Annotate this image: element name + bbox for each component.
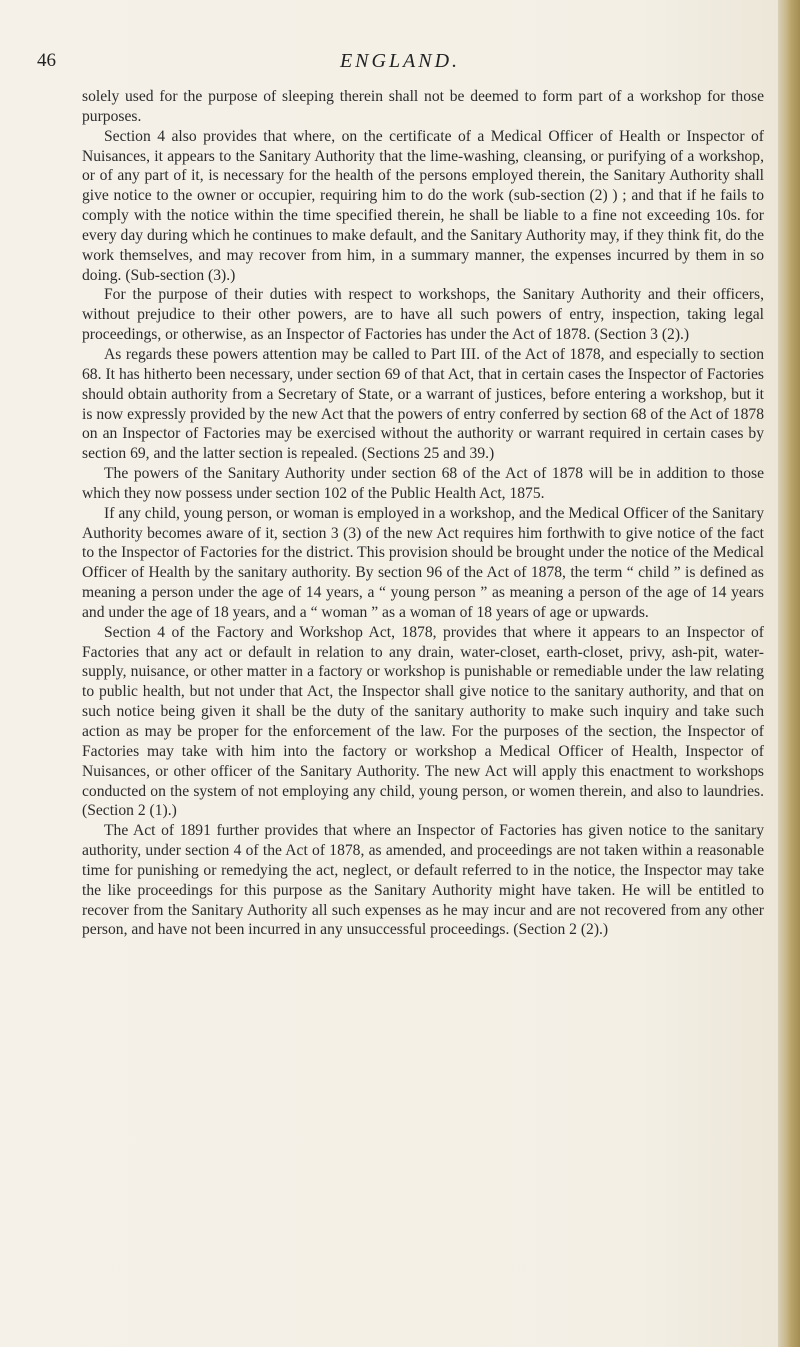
body-text — [82, 87, 764, 940]
page-header — [0, 50, 800, 80]
page-edge-shadow — [778, 0, 800, 1347]
paragraph-act-of-1891: The Act of 1891 further provides that where an Inspector of Factories has given notice to the sanitary authority, under section 4 of the Act of 1878, as amended, and proceedings are not taken within a reasonable time for punishing or remedying the act, neglect, or default referred to in the notice, the Inspector may take the like proceedings for this purpose as the Sanitary Authority might have taken. He will be entitled to recover from the Sanitary Authority all such expenses as he may incur and are not recovered from any other person, and have not been incurred in any unsuccessful proceedings. (Section 2 (2).) — [82, 822, 764, 939]
paragraph-continuation: solely used for the purpose of sleeping therein shall not be deemed to form part of a workshop for those purposes. — [82, 88, 764, 125]
paragraph-section-4-cleansing: Section 4 also provides that where, on the certificate of a Medical Officer of Health or Inspector of Nuisances, it appears to the Sanitary Authority that the lime-washing, cleansing, or purifying of a workshop, or of any part of it, is necessary for the health of the persons employed therein, the Sanitary Authority shall give notice to the owner or occupier, requiring him to do the work (sub-section (2) ) ; and that if he fails to comply with the notice within the time specified therein, he shall be liable to a fine not exceeding 10s. for every day during which he continues to make default, and the Sanitary Authority may, if they think fit, do the work themselves, and may recover from him, in a summary manner, the expenses incurred by them in so doing. (Sub-section (3).) — [82, 127, 764, 284]
paragraph-section-68: The powers of the Sanitary Authority under section 68 of the Act of 1878 will be in addition to those which they now possess under section 102 of the Public Health Act, 1875. — [82, 465, 764, 502]
paragraph-powers-of-entry: For the purpose of their duties with respect to workshops, the Sanitary Authority and their officers, without prejudice to their other powers, are to have all such powers of entry, inspection, taking legal proceedings, or otherwise, as an Inspector of Factories has under the Act of 1878. (Section 3 (2).) — [82, 286, 764, 344]
paragraph-child-young-person-woman: If any child, young person, or woman is employed in a workshop, and the Medical Officer of the Sanitary Authority becomes aware of it, section 3 (3) of the new Act requires him forthwith to give notice of the fact to the Inspector of Factories for the district. This provision should be brought under the notice of the Medical Officer of Health by the sanitary authority. By section 96 of the Act of 1878, the term “ child ” is defined as meaning a person under the age of 14 years, a “ young person ” as meaning a person of the age of 14 years and under the age of 18 years, and a “ woman ” as a woman of 18 years of age or upwards. — [82, 504, 764, 621]
paragraph-part-iii: As regards these powers attention may be called to Part III. of the Act of 1878, and especially to section 68. It has hitherto been necessary, under section 69 of that Act, that in certain cases the Inspector of Factories should obtain authority from a Secretary of State, or a warrant of justices, before entering a workshop, but it is now expressly provided by the new Act that the powers of entry conferred by section 68 of the Act of 1878 on an Inspector of Factories may be exercised without the authority or warrant required in certain cases by section 69, and the latter section is repealed. (Sections 25 and 39.) — [82, 345, 764, 463]
page-number: 46 — [37, 50, 56, 71]
running-head: ENGLAND. — [339, 50, 461, 72]
paragraph-factory-workshop-act: Section 4 of the Factory and Workshop Act, 1878, provides that where it appears to an Inspector of Factories that any act or default in relation to any drain, water-closet, earth-closet, privy, ash-pit, water-supply, nuisance, or other matter in a factory or workshop is punishable or remediable under the law relating to public health, but not under that Act, the Inspector shall give notice to the sanitary authority, and that on such notice being given it shall be the duty of the sanitary authority to make such inquiry and take such action as may be proper for the enforcement of the law. For the purposes of the section, the Inspector of Factories may take with him into the factory or workshop a Medical Officer of Health, Inspector of Nuisances, or other officer of the Sanitary Authority. The new Act will apply this enactment to workshops conducted on the system of not employing any child, young person, or women therein, and also to laundries. (Section 2 (1).) — [82, 623, 764, 820]
